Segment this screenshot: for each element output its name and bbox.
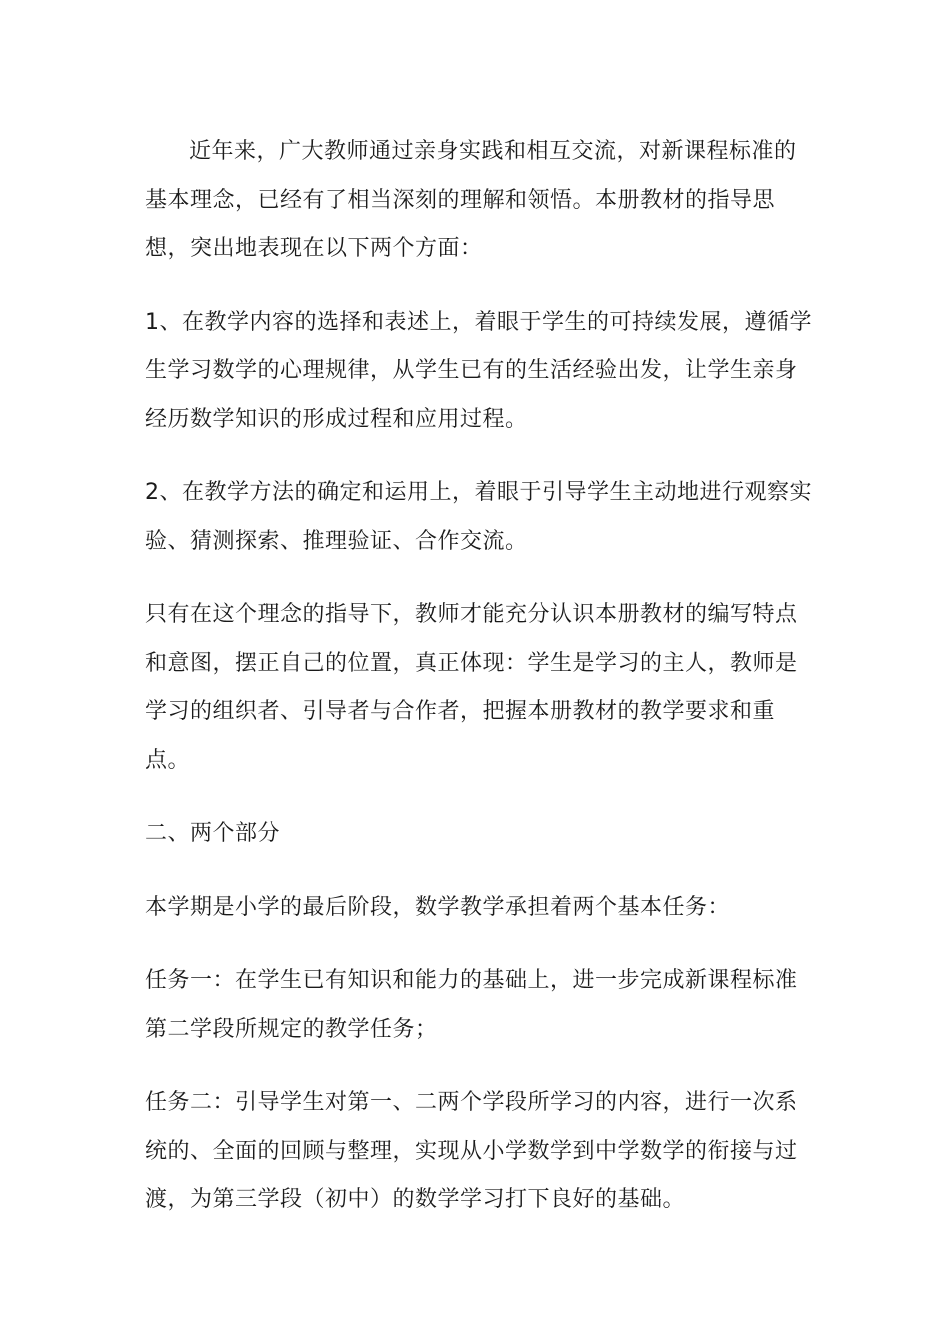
paragraph-intro: 近年来，广大教师通过亲身实践和相互交流，对新课程标准的基本理念，已经有了相当深刻的理解和领悟。本册教材的指导思想，突出地表现在以下两个方面： xyxy=(145,139,797,261)
paragraph-point-2: 2、在教学方法的确定和运用上，着眼于引导学生主动地进行观察实验、猜测探索、推理验证、合作交流。 xyxy=(145,480,812,554)
document-body xyxy=(145,128,815,1250)
paragraph-guidance: 只有在这个理念的指导下，教师才能充分认识本册教材的编写特点和意图，摆正自己的位置，真正体现：学生是学习的主人，教师是学习的组织者、引导者与合作者，把握本册教材的教学要求和重点。 xyxy=(145,602,798,773)
paragraph-point-1: 1、在教学内容的选择和表述上，着眼于学生的可持续发展，遵循学生学习数学的心理规律，从学生已有的生活经验出发，让学生亲身经历数学知识的形成过程和应用过程。 xyxy=(145,309,812,432)
paragraph-task-2: 任务二：引导学生对第一、二两个学段所学习的内容，进行一次系统的、全面的回顾与整理，实现从小学数学到中学数学的衔接与过渡，为第三学段（初中）的数学学习打下良好的基础。 xyxy=(145,1090,798,1212)
section-heading: 二、两个部分 xyxy=(145,821,281,846)
paragraph-task-1: 任务一：在学生已有知识和能力的基础上，进一步完成新课程标准第二学段所规定的教学任务； xyxy=(145,968,798,1042)
paragraph-semester: 本学期是小学的最后阶段，数学教学承担着两个基本任务： xyxy=(145,894,731,920)
